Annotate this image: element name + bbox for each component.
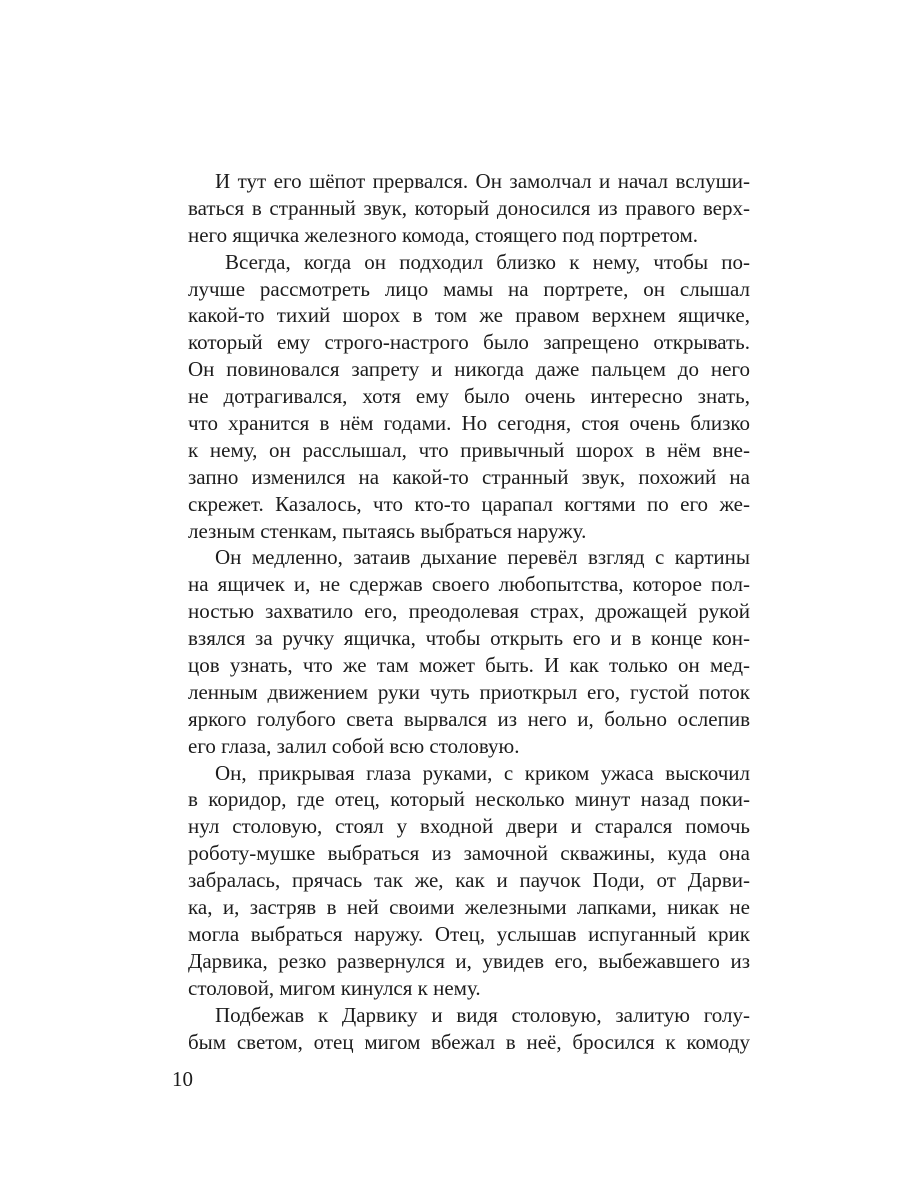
page-number: 10 — [172, 1067, 193, 1091]
text-line: Он повиновался запрету и никогда даже пальцем до него — [188, 357, 750, 382]
paragraph-4 — [188, 760, 750, 1002]
text-line: ностью захватило его, преодолевая страх, дрожащей рукой — [188, 599, 750, 624]
text-line: ваться в странный звук, который доносился из правого верх- — [188, 195, 750, 220]
text-line: взялся за ручку ящичка, чтобы открыть его и в конце кон- — [188, 626, 750, 651]
text-line: Всегда, когда он подходил близко к нему, чтобы по- — [225, 249, 750, 274]
text-line: ка, и, застряв в ней своими железными лапками, никак не — [188, 895, 750, 920]
text-line: на ящичек и, не сдержав своего любопытства, которое пол- — [188, 572, 750, 597]
text-line: нул столовую, стоял у входной двери и старался помочь — [188, 814, 750, 839]
text-line: лезным стенкам, пытаясь выбраться наружу. — [188, 518, 587, 543]
text-line: И тут его шёпот прервался. Он замолчал и начал вслуши- — [215, 169, 750, 193]
paragraph-1 — [188, 168, 750, 249]
paragraph-3 — [188, 544, 750, 759]
text-line: в коридор, где отец, который несколько минут назад поки- — [188, 787, 750, 812]
text-line: Подбежав к Дарвику и видя столовую, залитую голу- — [215, 1002, 750, 1027]
text-line: не дотрагивался, хотя ему было очень интересно знать, — [188, 384, 750, 409]
text-line: могла выбраться наружу. Отец, услышав испуганный крик — [188, 921, 750, 946]
text-line: ленным движением руки чуть приоткрыл его, густой поток — [188, 679, 750, 704]
text-line: скрежет. Казалось, что кто-то царапал когтями по его же- — [188, 491, 750, 516]
text-line: цов узнать, что же там может быть. И как только он мед- — [188, 653, 750, 678]
text-line: какой-то тихий шорох в том же правом верхнем ящичке, — [188, 303, 750, 328]
text-line: столовой, мигом кинулся к нему. — [188, 975, 481, 1000]
text-line: бым светом, отец мигом вбежал в неё, бросился к комоду — [188, 1029, 750, 1054]
text-line: его глаза, залил собой всю столовую. — [188, 733, 520, 758]
text-line: что хранится в нём годами. Но сегодня, стоя очень близко — [188, 411, 750, 436]
text-line: роботу-мушке выбраться из замочной скважины, куда она — [188, 841, 750, 866]
text-line: яркого голубого света вырвался из него и, больно ослепив — [188, 706, 750, 731]
paragraph-2 — [188, 249, 750, 545]
text-line: запно изменился на какой-то странный звук, похожий на — [188, 464, 750, 489]
text-line: забралась, прячась так же, как и паучок Поди, от Дарви- — [188, 868, 750, 893]
text-line: который ему строго-настрого было запрещено открывать. — [188, 330, 750, 355]
text-line: Он, прикрывая глаза руками, с криком ужаса выскочил — [215, 760, 750, 785]
text-line: лучше рассмотреть лицо мамы на портрете, он слышал — [188, 276, 750, 301]
paragraph-5 — [188, 1002, 750, 1056]
text-line: Он медленно, затаив дыхание перевёл взгляд с картины — [215, 545, 750, 570]
text-line: к нему, он расслышал, что привычный шорох в нём вне- — [188, 437, 750, 462]
body-text — [188, 168, 750, 1055]
text-line: него ящичка железного комода, стоящего под портретом. — [188, 222, 699, 247]
text-line: Дарвика, резко развернулся и, увидев его, выбежавшего из — [188, 948, 750, 973]
